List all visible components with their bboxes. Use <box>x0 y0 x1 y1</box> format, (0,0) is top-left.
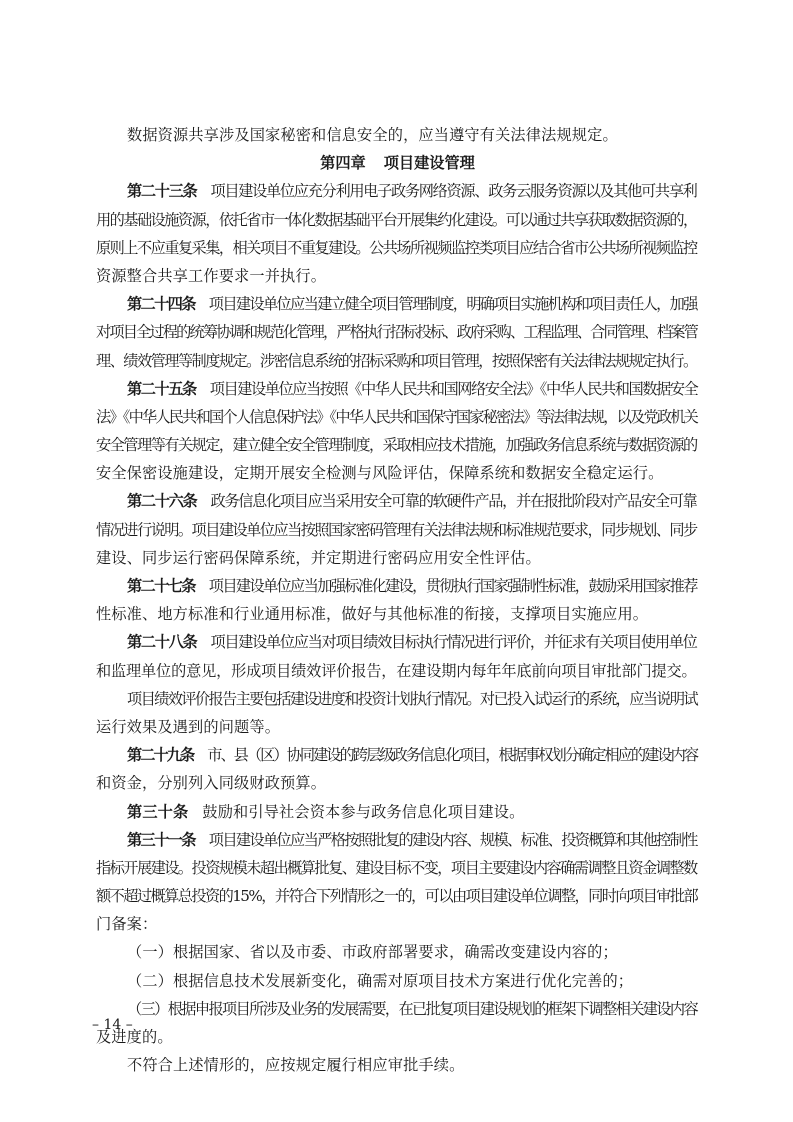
chapter-number: 第四章 <box>320 154 366 173</box>
article-text: 项目建设单位应充分利用电子政务网络资源、政务云服务资源以及其他可共享利 <box>210 182 697 201</box>
article-text: 项目建设单位应当对项目绩效目标执行情况进行评价，并征求有关项目使用单位 <box>210 633 697 652</box>
chapter-heading <box>96 149 699 177</box>
article-26 <box>96 487 699 515</box>
paragraph-line: 对项目全过程的统筹协调和规范化管理，严格执行招标投标、政府采购、工程监理、合同管理、档案管 <box>96 323 697 342</box>
article-label: 第三十条 <box>127 802 189 821</box>
article-text: 政务信息化项目应当采用安全可靠的软硬件产品，并在报批阶段对产品安全可靠 <box>210 492 697 511</box>
article-label: 第三十一条 <box>127 830 195 849</box>
article-label: 第二十五条 <box>127 379 196 398</box>
paragraph-line: 安全管理等有关规定，建立健全安全管理制度，采取相应技术措施，加强政务信息系统与数据资源的 <box>96 436 697 455</box>
list-item-3: （三）根据申报项目所涉及业务的发展需要，在已批复项目建设规划的框架下调整相关建设内容 <box>127 999 698 1018</box>
paragraph-line: 项目绩效评价报告主要包括建设进度和投资计划执行情况。对已投入试运行的系统，应当说明试 <box>127 689 698 708</box>
paragraph-line: 资源整合共享工作要求一并执行。 <box>96 266 327 285</box>
article-label: 第二十九条 <box>127 746 194 765</box>
article-24 <box>96 290 699 318</box>
article-text: 项目建设单位应当建立健全项目管理制度，明确项目实施机构和项目责任人，加强 <box>208 295 697 314</box>
paragraph-line: 情况进行说明。项目建设单位应当按照国家密码管理有关法律法规和标准规范要求，同步规划、同步 <box>96 520 697 539</box>
article-25 <box>96 375 699 403</box>
list-item-2: （二）根据信息技术发展新变化，确需对原项目技术方案进行优化完善的； <box>127 971 634 990</box>
article-23 <box>96 177 699 205</box>
paragraph-line: 指标开展建设。投资规模未超出概算批复、建设目标不变，项目主要建设内容确需调整且资金调整数 <box>96 858 697 877</box>
article-27 <box>96 572 699 600</box>
chapter-title: 项目建设管理 <box>383 154 475 173</box>
article-label: 第二十八条 <box>127 633 197 652</box>
article-text: 项目建设单位应当严格按照批复的建设内容、规模、标准、投资概算和其他控制性 <box>208 830 697 849</box>
paragraph-line: 数据资源共享涉及国家秘密和信息安全的，应当遵守有关法律法规规定。 <box>127 126 618 144</box>
paragraph-line: 安全保密设施建设，定期开展安全检测与风险评估，保障系统和数据安全稳定运行。 <box>96 464 664 483</box>
paragraph-line: 运行效果及遇到的问题等。 <box>96 717 281 736</box>
list-item-1: （一）根据国家、省以及市委、市政府部署要求，确需改变建设内容的； <box>127 943 618 962</box>
article-label: 第二十三条 <box>127 182 197 201</box>
article-label: 第二十六条 <box>127 492 197 511</box>
page-number: – 14 – <box>92 1017 133 1033</box>
article-text: 鼓励和引导社会资本参与政务信息化项目建设。 <box>202 802 525 821</box>
paragraph-line: 和资金，分别列入同级财政预算。 <box>96 774 327 793</box>
article-text: 市、县（区）协同建设的跨层级政务信息化项目，根据事权划分确定相应的建设内容 <box>207 746 698 765</box>
paragraph-line: 用的基础设施资源，依托省市一体化数据基础平台开展集约化建设。可以通过共享获取数据资源的， <box>96 210 697 229</box>
document-body <box>96 121 699 1079</box>
paragraph-line: 建设、同步运行密码保障系统，并定期进行密码应用安全性评估。 <box>96 548 541 567</box>
article-29 <box>96 741 699 769</box>
paragraph-line: 性标准、地方标准和行业通用标准，做好与其他标准的衔接，支撑项目实施应用。 <box>96 605 649 624</box>
article-31 <box>96 826 699 854</box>
article-text: 项目建设单位应当按照《中华人民共和国网络安全法》《中华人民共和国数据安全 <box>209 379 698 398</box>
paragraph-line: 法》《中华人民共和国个人信息保护法》《中华人民共和国保守国家秘密法》等法律法规，以及党政机关 <box>96 407 698 426</box>
article-label: 第二十七条 <box>127 577 195 595</box>
paragraph-line: 和监理单位的意见，形成项目绩效评价报告，在建设期内每年年底前向项目审批部门提交。 <box>96 661 697 680</box>
paragraph-line: 额不超过概算总投资的15%，并符合下列情形之一的，可以由项目建设单位调整，同时向项目审批部 <box>96 887 698 906</box>
article-30 <box>96 798 699 826</box>
article-text: 项目建设单位应当加强标准化建设，贯彻执行国家强制性标准，鼓励采用国家推荐 <box>208 577 697 595</box>
article-label: 第二十四条 <box>127 295 195 314</box>
article-28 <box>96 628 699 656</box>
paragraph-line: 门备案： <box>96 915 158 934</box>
paragraph-line: 及进度的。 <box>96 1028 173 1046</box>
paragraph-line: 原则上不应重复采集，相关项目不重复建设。公共场所视频监控类项目应结合省市公共场所视频监控 <box>96 238 697 257</box>
paragraph-line: 理、绩效管理等制度规定。涉密信息系统的招标采购和项目管理，按照保密有关法律法规规定执行。 <box>96 351 697 370</box>
closing-paragraph: 不符合上述情形的，应按规定履行相应审批手续。 <box>127 1056 465 1075</box>
